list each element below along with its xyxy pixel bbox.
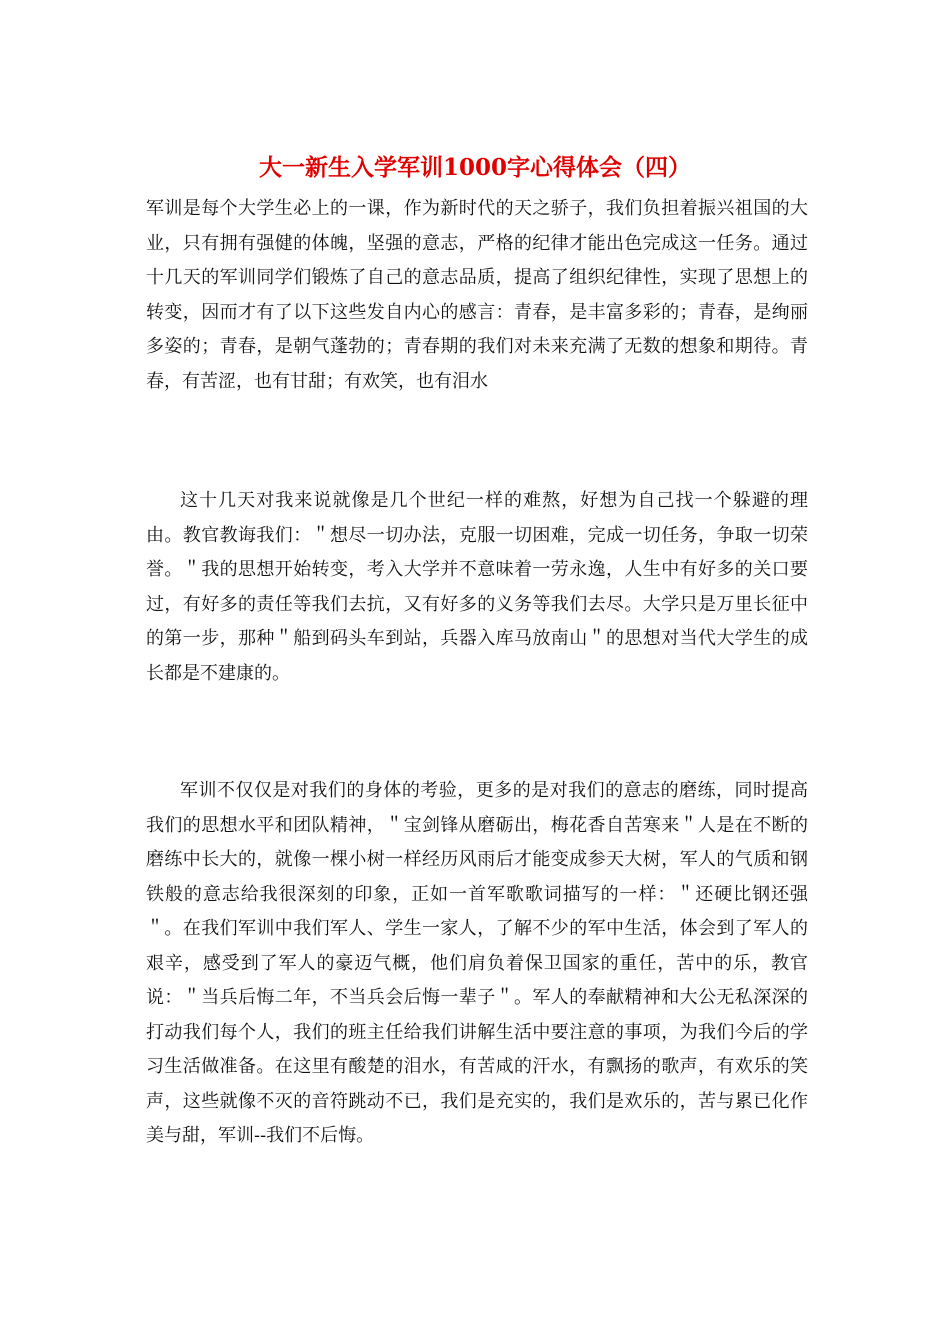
document-title: 大一新生入学军训1000字心得体会（四）: [258, 154, 691, 181]
paragraph-2: 这十几天对我来说就像是几个世纪一样的难熬，好想为自己找一个躲避的理由。教官教诲我们：＂想尽一切办法，克服一切困难，完成一切任务，争取一切荣誉。＂我的思想开始转变，考入大学并不意味着一劳永逸，人生中有好多的关口要过，有好多的责任等我们去抗，又有好多的义务等我们去尽。大学只是万里长征中的第一步，那种＂船到码头车到站，兵器入库马放南山＂的思想对当代大学生的成长都是不建康的。: [146, 490, 808, 684]
paragraph-1: 军训是每个大学生必上的一课，作为新时代的天之骄子，我们负担着振兴祖国的大业，只有拥有强健的体魄，坚强的意志，严格的纪律才能出色完成这一任务。通过十几天的军训同学们锻炼了自己的意志品质，提高了组织纪律性，实现了思想上的转变，因而才有了以下这些发自内心的感言：青春，是丰富多彩的；青春，是绚丽多姿的；青春，是朝气蓬勃的；青春期的我们对未来充满了无数的想象和期待。青春，有苦涩，也有甘甜；有欢笑，也有泪水: [146, 198, 808, 392]
paragraph-3: 军训不仅仅是对我们的身体的考验，更多的是对我们的意志的磨练，同时提高我们的思想水平和团队精神，＂宝剑锋从磨砺出，梅花香自苦寒来＂人是在不断的磨练中长大的，就像一棵小树一样经历风雨后才能变成参天大树，军人的气质和钢铁般的意志给我很深刻的印象，正如一首军歌歌词描写的一样：＂还硬比钢还强＂。在我们军训中我们军人、学生一家人，了解不少的军中生活，体会到了军人的艰辛，感受到了军人的豪迈气概，他们肩负着保卫国家的重任，苦中的乐，教官说：＂当兵后悔二年，不当兵会后悔一辈子＂。军人的奉献精神和大公无私深深的打动我们每个人，我们的班主任给我们讲解生活中要注意的事项，为我们今后的学习生活做准备。在这里有酸楚的泪水，有苦咸的汗水，有飘扬的歌声，有欢乐的笑声，这些就像不灭的音符跳动不已，我们是充实的，我们是欢乐的，苦与累已化作美与甜，军训--我们不后悔。: [146, 780, 808, 1146]
